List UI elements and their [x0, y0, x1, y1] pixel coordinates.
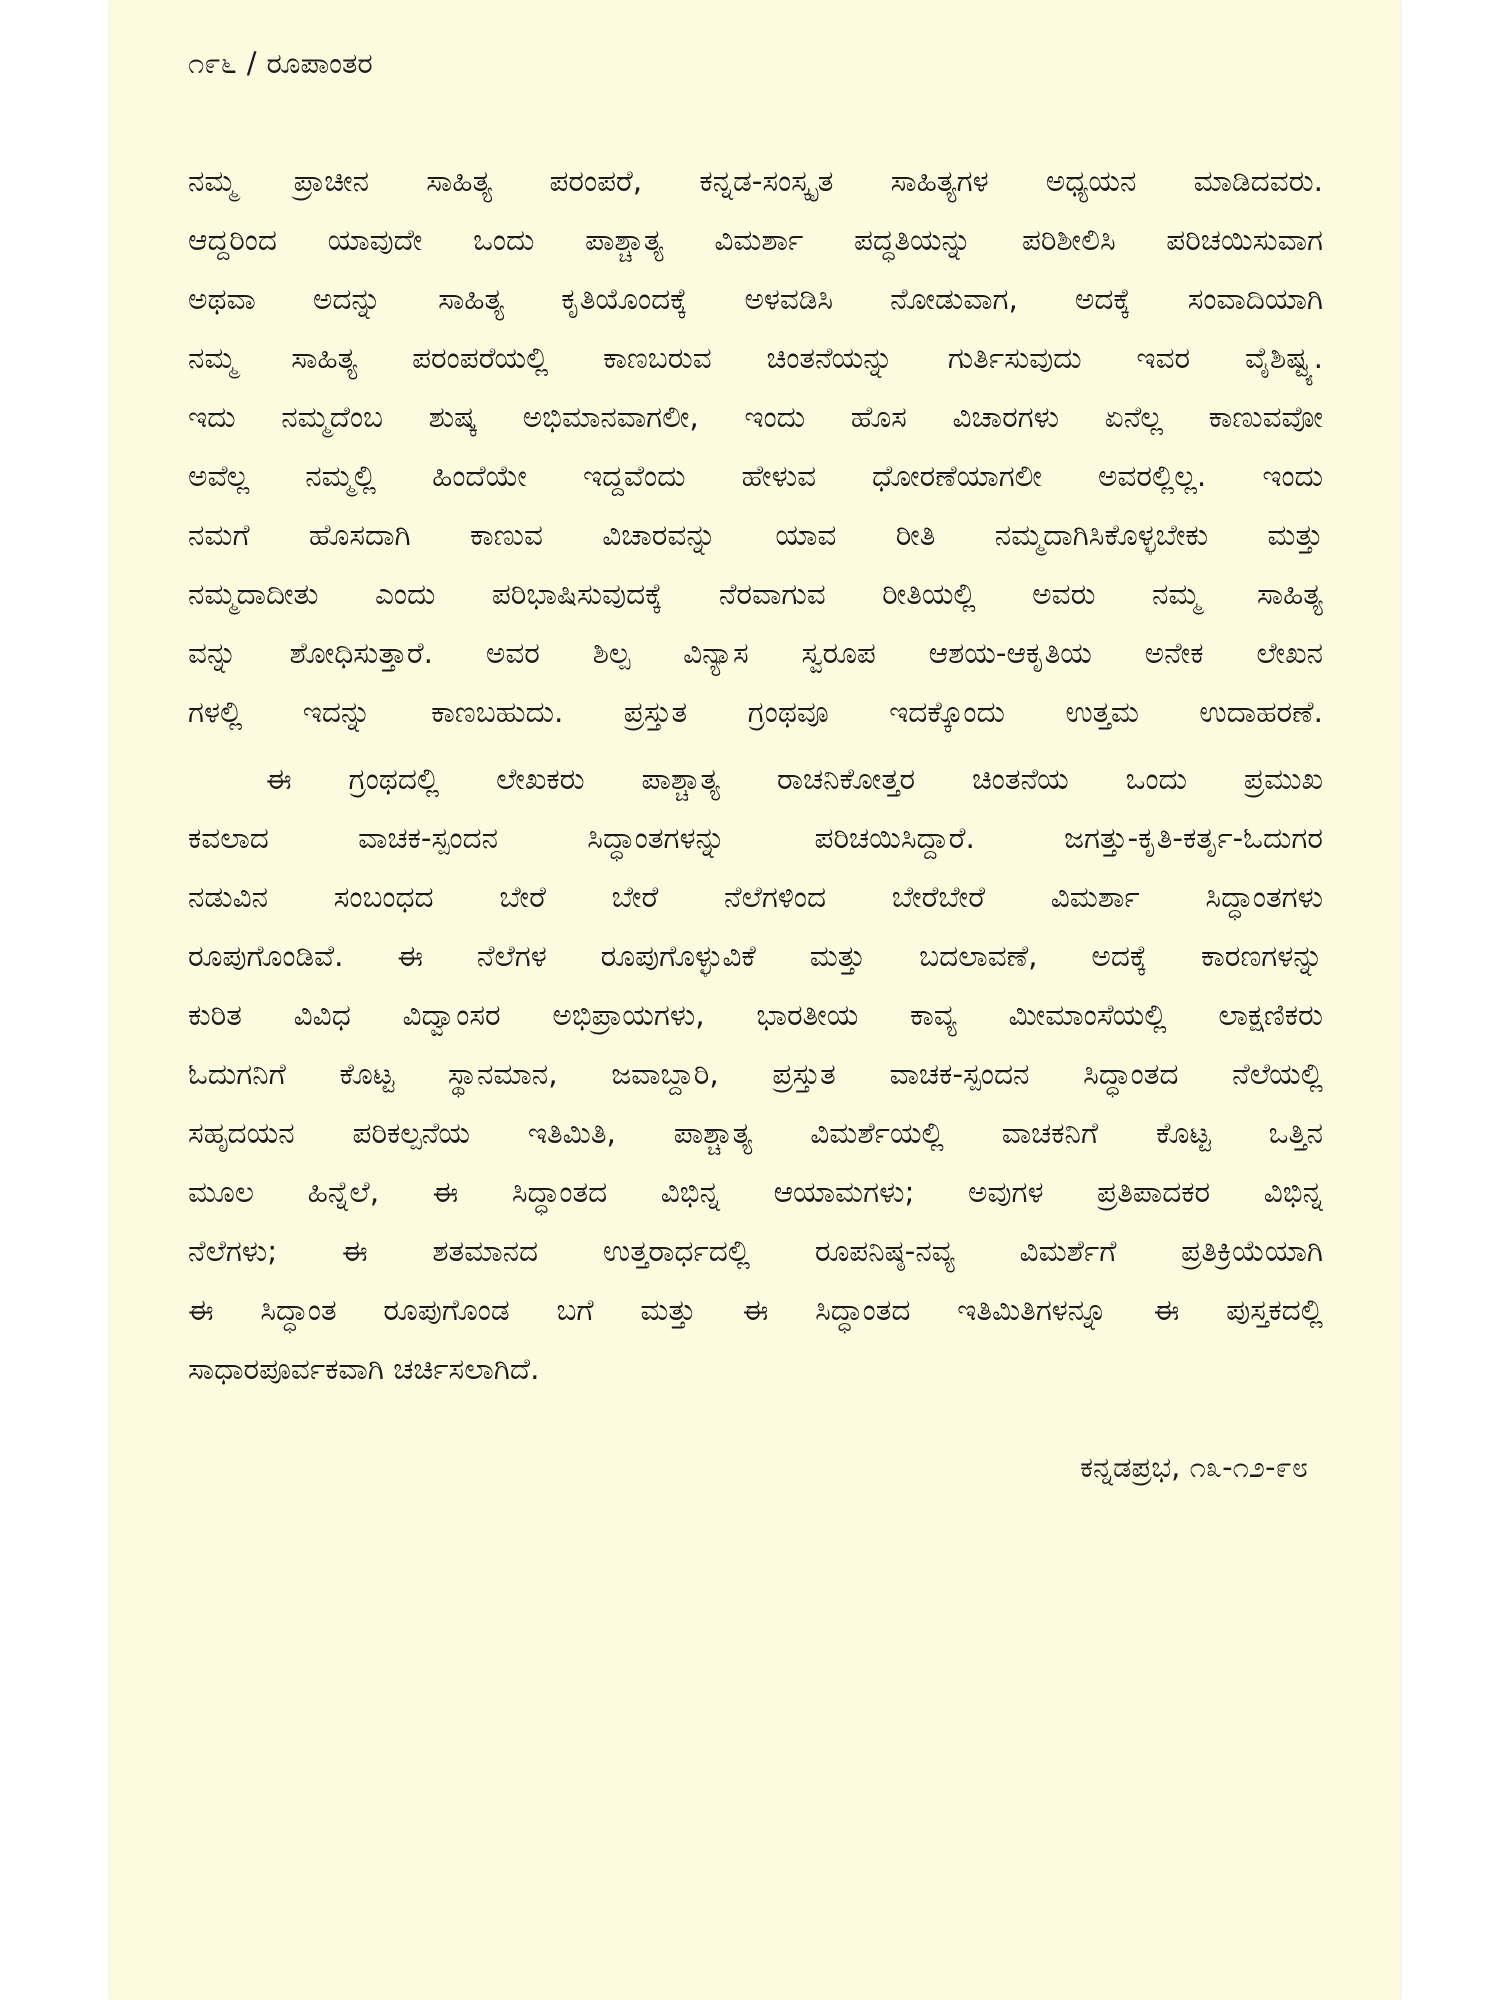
text-line: ನಮ್ಮದಾದೀತು ಎಂದು ಪರಿಭಾಷಿಸುವುದಕ್ಕೆ ನೆರವಾಗುವ ರೀತಿಯಲ್ಲಿ ಅವರು ನಮ್ಮ ಸಾಹಿತ್ಯ	[188, 577, 1323, 611]
text-line: ಅಥವಾ ಅದನ್ನು ಸಾಹಿತ್ಯ ಕೃತಿಯೊಂದಕ್ಕೆ ಅಳವಡಿಸಿ ನೋಡುವಾಗ, ಅದಕ್ಕೆ ಸಂವಾದಿಯಾಗಿ	[188, 282, 1323, 316]
text-line: ಅವೆಲ್ಲ ನಮ್ಮಲ್ಲಿ ಹಿಂದೆಯೇ ಇದ್ದವೆಂದು ಹೇಳುವ ಧೋರಣೆಯಾಗಲೀ ಅವರಲ್ಲಿಲ್ಲ. ಇಂದು	[188, 459, 1323, 493]
body-text	[188, 152, 1323, 1399]
page-number: ೧೯೬	[188, 46, 237, 80]
text-line: ನಡುವಿನ ಸಂಬಂಧದ ಬೇರೆ ಬೇರೆ ನೆಲೆಗಳಿಂದ ಬೇರೆಬೇರೆ ವಿಮರ್ಶಾ ಸಿದ್ಧಾಂತಗಳು	[188, 880, 1323, 914]
book-title: ರೂಪಾಂತರ	[266, 46, 373, 80]
paragraph-2	[188, 750, 1323, 1399]
text-line: ಗಳಲ್ಲಿ ಇದನ್ನು ಕಾಣಬಹುದು. ಪ್ರಸ್ತುತ ಗ್ರಂಥವೂ ಇದಕ್ಕೊಂದು ಉತ್ತಮ ಉದಾಹರಣೆ.	[188, 695, 1323, 729]
source-signature: ಕನ್ನಡಪ್ರಭ, ೧೩-೧೨-೯೮	[1079, 1450, 1308, 1484]
text-line: ವನ್ನು ಶೋಧಿಸುತ್ತಾರೆ. ಅವರ ಶಿಲ್ಪ ವಿನ್ಯಾಸ ಸ್ವರೂಪ ಆಶಯ-ಆಕೃತಿಯ ಅನೇಕ ಲೇಖನ	[188, 636, 1323, 670]
text-line: ರೂಪುಗೊಂಡಿವೆ. ಈ ನೆಲೆಗಳ ರೂಪುಗೊಳ್ಳುವಿಕೆ ಮತ್ತು ಬದಲಾವಣೆ, ಅದಕ್ಕೆ ಕಾರಣಗಳನ್ನು	[188, 939, 1323, 973]
book-page	[110, 0, 1400, 2000]
text-line: ಮೂಲ ಹಿನ್ನೆಲೆ, ಈ ಸಿದ್ಧಾಂತದ ವಿಭಿನ್ನ ಆಯಾಮಗಳು; ಅವುಗಳ ಪ್ರತಿಪಾದಕರ ವಿಭಿನ್ನ	[188, 1175, 1323, 1209]
text-line: ಈ ಸಿದ್ಧಾಂತ ರೂಪುಗೊಂಡ ಬಗೆ ಮತ್ತು ಈ ಸಿದ್ಧಾಂತದ ಇತಿಮಿತಿಗಳನ್ನೂ ಈ ಪುಸ್ತಕದಲ್ಲಿ	[188, 1293, 1323, 1327]
text-line: ನಮಗೆ ಹೊಸದಾಗಿ ಕಾಣುವ ವಿಚಾರವನ್ನು ಯಾವ ರೀತಿ ನಮ್ಮದಾಗಿಸಿಕೊಳ್ಳಬೇಕು ಮತ್ತು	[188, 518, 1323, 552]
header-separator: /	[246, 46, 257, 80]
paragraph-1	[188, 152, 1323, 742]
text-line: ಕವಲಾದ ವಾಚಕ-ಸ್ಪಂದನ ಸಿದ್ಧಾಂತಗಳನ್ನು ಪರಿಚಯಿಸಿದ್ದಾರೆ. ಜಗತ್ತು-ಕೃತಿ-ಕರ್ತೃ-ಓದುಗರ	[188, 821, 1323, 855]
text-line: ಸಹೃದಯನ ಪರಿಕಲ್ಪನೆಯ ಇತಿಮಿತಿ, ಪಾಶ್ಚಾತ್ಯ ವಿಮರ್ಶೆಯಲ್ಲಿ ವಾಚಕನಿಗೆ ಕೊಟ್ಟ ಒತ್ತಿನ	[188, 1116, 1323, 1150]
text-line: ಸಾಧಾರಪೂರ್ವಕವಾಗಿ ಚರ್ಚಿಸಲಾಗಿದೆ.	[188, 1352, 540, 1386]
text-line: ಇದು ನಮ್ಮದೆಂಬ ಶುಷ್ಕ ಅಭಿಮಾನವಾಗಲೀ, ಇಂದು ಹೊಸ ವಿಚಾರಗಳು ಏನೆಲ್ಲ ಕಾಣುವವೋ	[188, 400, 1323, 434]
text-line: ನಮ್ಮ ಪ್ರಾಚೀನ ಸಾಹಿತ್ಯ ಪರಂಪರೆ, ಕನ್ನಡ-ಸಂಸ್ಕೃತ ಸಾಹಿತ್ಯಗಳ ಅಧ್ಯಯನ ಮಾಡಿದವರು.	[188, 164, 1323, 198]
text-line: ನಮ್ಮ ಸಾಹಿತ್ಯ ಪರಂಪರೆಯಲ್ಲಿ ಕಾಣಬರುವ ಚಿಂತನೆಯನ್ನು ಗುರ್ತಿಸುವುದು ಇವರ ವೈಶಿಷ್ಟ್ಯ.	[188, 341, 1323, 375]
page-header	[188, 46, 373, 81]
text-line: ಈ ಗ್ರಂಥದಲ್ಲಿ ಲೇಖಕರು ಪಾಶ್ಚಾತ್ಯ ರಾಚನಿಕೋತ್ತರ ಚಿಂತನೆಯ ಒಂದು ಪ್ರಮುಖ	[266, 762, 1323, 796]
text-line: ನೆಲೆಗಳು; ಈ ಶತಮಾನದ ಉತ್ತರಾರ್ಧದಲ್ಲಿ ರೂಪನಿಷ್ಠ-ನವ್ಯ ವಿಮರ್ಶೆಗೆ ಪ್ರತಿಕ್ರಿಯೆಯಾಗಿ	[188, 1234, 1323, 1268]
text-line: ಕುರಿತ ವಿವಿಧ ವಿದ್ವಾಂಸರ ಅಭಿಪ್ರಾಯಗಳು, ಭಾರತೀಯ ಕಾವ್ಯ ಮೀಮಾಂಸೆಯಲ್ಲಿ ಲಾಕ್ಷಣಿಕರು	[188, 998, 1323, 1032]
text-line: ಆದ್ದರಿಂದ ಯಾವುದೇ ಒಂದು ಪಾಶ್ಚಾತ್ಯ ವಿಮರ್ಶಾ ಪದ್ಧತಿಯನ್ನು ಪರಿಶೀಲಿಸಿ ಪರಿಚಯಿಸುವಾಗ	[188, 223, 1323, 257]
text-line: ಓದುಗನಿಗೆ ಕೊಟ್ಟ ಸ್ಥಾನಮಾನ, ಜವಾಬ್ದಾರಿ, ಪ್ರಸ್ತುತ ವಾಚಕ-ಸ್ಪಂದನ ಸಿದ್ಧಾಂತದ ನೆಲೆಯಲ್ಲಿ	[188, 1057, 1323, 1091]
